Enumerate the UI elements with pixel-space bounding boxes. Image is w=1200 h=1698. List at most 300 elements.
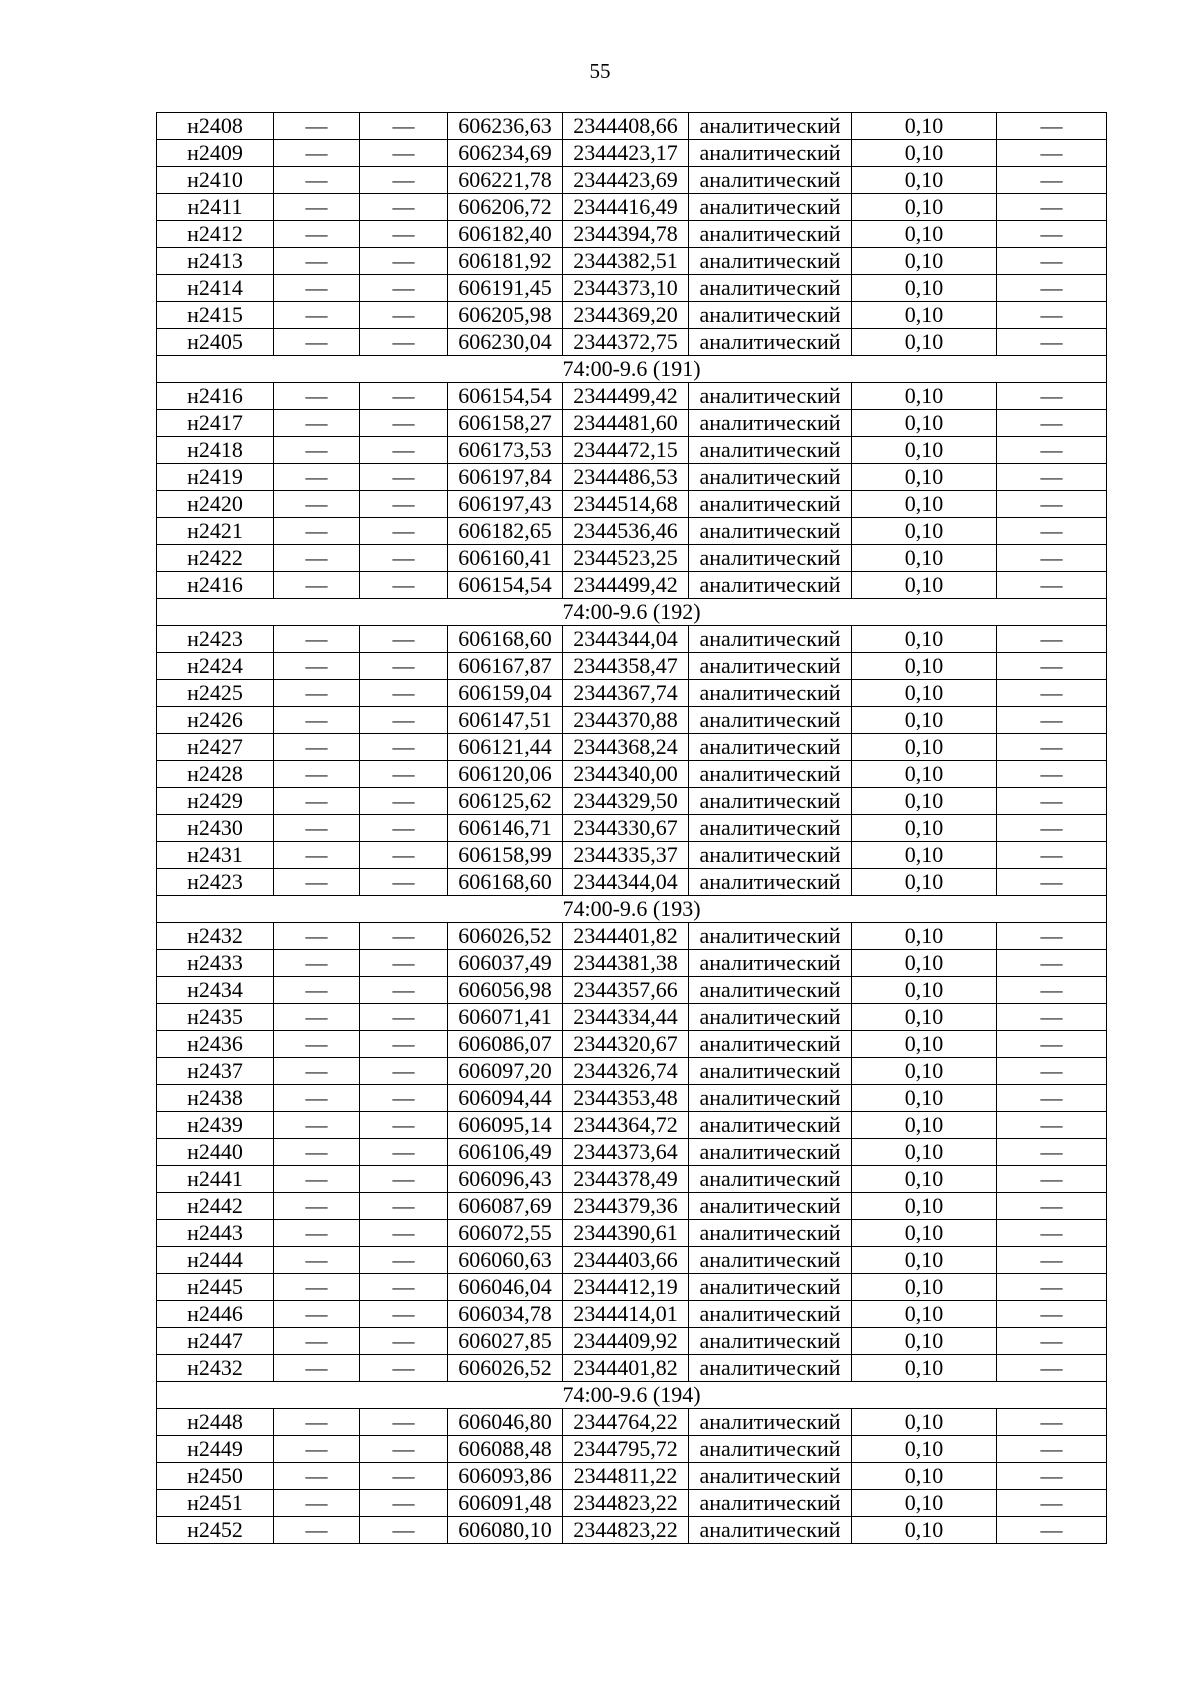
empty-dash-cell: — — [360, 761, 448, 788]
method-cell: аналитический — [689, 275, 852, 302]
y-coordinate-cell: 2344414,01 — [563, 1301, 689, 1328]
point-name-cell: н2409 — [157, 140, 274, 167]
method-cell: аналитический — [689, 1193, 852, 1220]
x-coordinate-cell: 606125,62 — [448, 788, 563, 815]
y-coordinate-cell: 2344514,68 — [563, 491, 689, 518]
x-coordinate-cell: 606034,78 — [448, 1301, 563, 1328]
method-cell: аналитический — [689, 1220, 852, 1247]
point-name-cell: н2450 — [157, 1463, 274, 1490]
table-row — [157, 1463, 1107, 1490]
method-cell: аналитический — [689, 1004, 852, 1031]
table-row — [157, 194, 1107, 221]
table-row — [157, 680, 1107, 707]
y-coordinate-cell: 2344369,20 — [563, 302, 689, 329]
x-coordinate-cell: 606182,40 — [448, 221, 563, 248]
y-coordinate-cell: 2344499,42 — [563, 383, 689, 410]
empty-dash-cell: — — [360, 329, 448, 356]
y-coordinate-cell: 2344481,60 — [563, 410, 689, 437]
accuracy-cell: 0,10 — [852, 167, 997, 194]
x-coordinate-cell: 606191,45 — [448, 275, 563, 302]
method-cell: аналитический — [689, 113, 852, 140]
x-coordinate-cell: 606096,43 — [448, 1166, 563, 1193]
empty-dash-cell: — — [997, 1274, 1107, 1301]
point-name-cell: н2428 — [157, 761, 274, 788]
accuracy-cell: 0,10 — [852, 1058, 997, 1085]
y-coordinate-cell: 2344394,78 — [563, 221, 689, 248]
table-row — [157, 1166, 1107, 1193]
table-row — [157, 1058, 1107, 1085]
empty-dash-cell: — — [274, 1463, 360, 1490]
method-cell: аналитический — [689, 788, 852, 815]
accuracy-cell: 0,10 — [852, 761, 997, 788]
y-coordinate-cell: 2344329,50 — [563, 788, 689, 815]
accuracy-cell: 0,10 — [852, 626, 997, 653]
empty-dash-cell: — — [360, 977, 448, 1004]
accuracy-cell: 0,10 — [852, 437, 997, 464]
empty-dash-cell: — — [360, 707, 448, 734]
method-cell: аналитический — [689, 167, 852, 194]
y-coordinate-cell: 2344401,82 — [563, 1355, 689, 1382]
y-coordinate-cell: 2344823,22 — [563, 1490, 689, 1517]
accuracy-cell: 0,10 — [852, 1274, 997, 1301]
method-cell: аналитический — [689, 707, 852, 734]
point-name-cell: н2433 — [157, 950, 274, 977]
accuracy-cell: 0,10 — [852, 1247, 997, 1274]
table-row — [157, 869, 1107, 896]
empty-dash-cell: — — [997, 302, 1107, 329]
empty-dash-cell: — — [360, 1409, 448, 1436]
empty-dash-cell: — — [997, 761, 1107, 788]
section-header-row — [157, 896, 1107, 923]
y-coordinate-cell: 2344368,24 — [563, 734, 689, 761]
section-title: 74:00-9.6 (192) — [157, 599, 1107, 626]
accuracy-cell: 0,10 — [852, 1166, 997, 1193]
table-row — [157, 1301, 1107, 1328]
point-name-cell: н2425 — [157, 680, 274, 707]
point-name-cell: н2446 — [157, 1301, 274, 1328]
empty-dash-cell: — — [274, 788, 360, 815]
table-row — [157, 1220, 1107, 1247]
method-cell: аналитический — [689, 1139, 852, 1166]
empty-dash-cell: — — [360, 275, 448, 302]
point-name-cell: н2445 — [157, 1274, 274, 1301]
point-name-cell: н2416 — [157, 572, 274, 599]
empty-dash-cell: — — [997, 869, 1107, 896]
point-name-cell: н2420 — [157, 491, 274, 518]
empty-dash-cell: — — [997, 383, 1107, 410]
accuracy-cell: 0,10 — [852, 707, 997, 734]
page-number: 55 — [589, 59, 611, 83]
empty-dash-cell: — — [360, 923, 448, 950]
empty-dash-cell: — — [360, 1247, 448, 1274]
empty-dash-cell: — — [274, 1301, 360, 1328]
empty-dash-cell: — — [274, 545, 360, 572]
empty-dash-cell: — — [274, 221, 360, 248]
empty-dash-cell: — — [274, 1247, 360, 1274]
empty-dash-cell: — — [360, 140, 448, 167]
empty-dash-cell: — — [997, 923, 1107, 950]
accuracy-cell: 0,10 — [852, 1490, 997, 1517]
table-row — [157, 545, 1107, 572]
method-cell: аналитический — [689, 1247, 852, 1274]
accuracy-cell: 0,10 — [852, 1301, 997, 1328]
section-title: 74:00-9.6 (193) — [157, 896, 1107, 923]
x-coordinate-cell: 606230,04 — [448, 329, 563, 356]
empty-dash-cell: — — [360, 1004, 448, 1031]
empty-dash-cell: — — [274, 815, 360, 842]
empty-dash-cell: — — [360, 221, 448, 248]
accuracy-cell: 0,10 — [852, 869, 997, 896]
empty-dash-cell: — — [274, 572, 360, 599]
y-coordinate-cell: 2344344,04 — [563, 626, 689, 653]
empty-dash-cell: — — [997, 1355, 1107, 1382]
empty-dash-cell: — — [360, 815, 448, 842]
empty-dash-cell: — — [360, 437, 448, 464]
coordinates-table — [156, 112, 1107, 1544]
coordinates-table-body — [157, 113, 1107, 1544]
empty-dash-cell: — — [360, 1490, 448, 1517]
empty-dash-cell: — — [274, 194, 360, 221]
y-coordinate-cell: 2344334,44 — [563, 1004, 689, 1031]
method-cell: аналитический — [689, 923, 852, 950]
method-cell: аналитический — [689, 140, 852, 167]
y-coordinate-cell: 2344472,15 — [563, 437, 689, 464]
empty-dash-cell: — — [360, 572, 448, 599]
accuracy-cell: 0,10 — [852, 788, 997, 815]
x-coordinate-cell: 606206,72 — [448, 194, 563, 221]
empty-dash-cell: — — [274, 302, 360, 329]
empty-dash-cell: — — [274, 1085, 360, 1112]
y-coordinate-cell: 2344358,47 — [563, 653, 689, 680]
point-name-cell: н2439 — [157, 1112, 274, 1139]
empty-dash-cell: — — [360, 1328, 448, 1355]
empty-dash-cell: — — [274, 1058, 360, 1085]
empty-dash-cell: — — [360, 248, 448, 275]
x-coordinate-cell: 606091,48 — [448, 1490, 563, 1517]
y-coordinate-cell: 2344486,53 — [563, 464, 689, 491]
table-row — [157, 1517, 1107, 1544]
x-coordinate-cell: 606056,98 — [448, 977, 563, 1004]
y-coordinate-cell: 2344409,92 — [563, 1328, 689, 1355]
empty-dash-cell: — — [360, 491, 448, 518]
empty-dash-cell: — — [360, 1193, 448, 1220]
empty-dash-cell: — — [997, 167, 1107, 194]
point-name-cell: н2417 — [157, 410, 274, 437]
table-row — [157, 1274, 1107, 1301]
y-coordinate-cell: 2344364,72 — [563, 1112, 689, 1139]
method-cell: аналитический — [689, 761, 852, 788]
accuracy-cell: 0,10 — [852, 842, 997, 869]
empty-dash-cell: — — [274, 329, 360, 356]
y-coordinate-cell: 2344370,88 — [563, 707, 689, 734]
table-row — [157, 977, 1107, 1004]
empty-dash-cell: — — [997, 491, 1107, 518]
point-name-cell: н2452 — [157, 1517, 274, 1544]
point-name-cell: н2437 — [157, 1058, 274, 1085]
empty-dash-cell: — — [274, 626, 360, 653]
point-name-cell: н2424 — [157, 653, 274, 680]
point-name-cell: н2413 — [157, 248, 274, 275]
method-cell: аналитический — [689, 329, 852, 356]
point-name-cell: н2415 — [157, 302, 274, 329]
accuracy-cell: 0,10 — [852, 248, 997, 275]
method-cell: аналитический — [689, 491, 852, 518]
y-coordinate-cell: 2344382,51 — [563, 248, 689, 275]
x-coordinate-cell: 606037,49 — [448, 950, 563, 977]
table-row — [157, 950, 1107, 977]
empty-dash-cell: — — [360, 167, 448, 194]
accuracy-cell: 0,10 — [852, 815, 997, 842]
empty-dash-cell: — — [360, 1301, 448, 1328]
method-cell: аналитический — [689, 1463, 852, 1490]
y-coordinate-cell: 2344330,67 — [563, 815, 689, 842]
y-coordinate-cell: 2344523,25 — [563, 545, 689, 572]
method-cell: аналитический — [689, 734, 852, 761]
empty-dash-cell: — — [360, 1085, 448, 1112]
empty-dash-cell: — — [997, 1436, 1107, 1463]
point-name-cell: н2432 — [157, 1355, 274, 1382]
x-coordinate-cell: 606167,87 — [448, 653, 563, 680]
point-name-cell: н2449 — [157, 1436, 274, 1463]
accuracy-cell: 0,10 — [852, 653, 997, 680]
empty-dash-cell: — — [360, 113, 448, 140]
point-name-cell: н2434 — [157, 977, 274, 1004]
table-row — [157, 1436, 1107, 1463]
x-coordinate-cell: 606080,10 — [448, 1517, 563, 1544]
method-cell: аналитический — [689, 1517, 852, 1544]
section-title: 74:00-9.6 (194) — [157, 1382, 1107, 1409]
accuracy-cell: 0,10 — [852, 1436, 997, 1463]
table-row — [157, 1085, 1107, 1112]
x-coordinate-cell: 606027,85 — [448, 1328, 563, 1355]
empty-dash-cell: — — [997, 1301, 1107, 1328]
empty-dash-cell: — — [997, 248, 1107, 275]
point-name-cell: н2423 — [157, 626, 274, 653]
empty-dash-cell: — — [274, 707, 360, 734]
empty-dash-cell: — — [274, 1274, 360, 1301]
accuracy-cell: 0,10 — [852, 950, 997, 977]
table-row — [157, 572, 1107, 599]
empty-dash-cell: — — [997, 950, 1107, 977]
point-name-cell: н2438 — [157, 1085, 274, 1112]
empty-dash-cell: — — [274, 113, 360, 140]
table-row — [157, 275, 1107, 302]
x-coordinate-cell: 606026,52 — [448, 923, 563, 950]
table-row — [157, 302, 1107, 329]
empty-dash-cell: — — [997, 1058, 1107, 1085]
point-name-cell: н2430 — [157, 815, 274, 842]
y-coordinate-cell: 2344344,04 — [563, 869, 689, 896]
accuracy-cell: 0,10 — [852, 572, 997, 599]
x-coordinate-cell: 606173,53 — [448, 437, 563, 464]
accuracy-cell: 0,10 — [852, 1409, 997, 1436]
empty-dash-cell: — — [360, 302, 448, 329]
empty-dash-cell: — — [997, 1112, 1107, 1139]
accuracy-cell: 0,10 — [852, 734, 997, 761]
empty-dash-cell: — — [997, 113, 1107, 140]
table-row — [157, 221, 1107, 248]
point-name-cell: н2440 — [157, 1139, 274, 1166]
accuracy-cell: 0,10 — [852, 977, 997, 1004]
method-cell: аналитический — [689, 680, 852, 707]
point-name-cell: н2414 — [157, 275, 274, 302]
empty-dash-cell: — — [274, 842, 360, 869]
x-coordinate-cell: 606236,63 — [448, 113, 563, 140]
empty-dash-cell: — — [997, 1409, 1107, 1436]
y-coordinate-cell: 2344795,72 — [563, 1436, 689, 1463]
empty-dash-cell: — — [274, 437, 360, 464]
empty-dash-cell: — — [997, 788, 1107, 815]
y-coordinate-cell: 2344423,69 — [563, 167, 689, 194]
table-row — [157, 653, 1107, 680]
accuracy-cell: 0,10 — [852, 1463, 997, 1490]
point-name-cell: н2426 — [157, 707, 274, 734]
method-cell: аналитический — [689, 1490, 852, 1517]
table-row — [157, 815, 1107, 842]
accuracy-cell: 0,10 — [852, 1112, 997, 1139]
method-cell: аналитический — [689, 1112, 852, 1139]
accuracy-cell: 0,10 — [852, 383, 997, 410]
empty-dash-cell: — — [360, 869, 448, 896]
section-header-row — [157, 1382, 1107, 1409]
empty-dash-cell: — — [997, 1193, 1107, 1220]
x-coordinate-cell: 606159,04 — [448, 680, 563, 707]
accuracy-cell: 0,10 — [852, 275, 997, 302]
table-row — [157, 1004, 1107, 1031]
point-name-cell: н2441 — [157, 1166, 274, 1193]
empty-dash-cell: — — [274, 1004, 360, 1031]
table-row — [157, 1355, 1107, 1382]
y-coordinate-cell: 2344353,48 — [563, 1085, 689, 1112]
x-coordinate-cell: 606234,69 — [448, 140, 563, 167]
accuracy-cell: 0,10 — [852, 1355, 997, 1382]
table-row — [157, 329, 1107, 356]
empty-dash-cell: — — [997, 194, 1107, 221]
table-row — [157, 248, 1107, 275]
table-row — [157, 518, 1107, 545]
point-name-cell: н2410 — [157, 167, 274, 194]
empty-dash-cell: — — [360, 1112, 448, 1139]
x-coordinate-cell: 606088,48 — [448, 1436, 563, 1463]
table-row — [157, 1490, 1107, 1517]
empty-dash-cell: — — [997, 1328, 1107, 1355]
empty-dash-cell: — — [274, 464, 360, 491]
table-row — [157, 626, 1107, 653]
empty-dash-cell: — — [274, 248, 360, 275]
point-name-cell: н2411 — [157, 194, 274, 221]
x-coordinate-cell: 606168,60 — [448, 869, 563, 896]
y-coordinate-cell: 2344378,49 — [563, 1166, 689, 1193]
y-coordinate-cell: 2344367,74 — [563, 680, 689, 707]
y-coordinate-cell: 2344401,82 — [563, 923, 689, 950]
point-name-cell: н2451 — [157, 1490, 274, 1517]
y-coordinate-cell: 2344335,37 — [563, 842, 689, 869]
empty-dash-cell: — — [360, 1517, 448, 1544]
point-name-cell: н2418 — [157, 437, 274, 464]
empty-dash-cell: — — [274, 869, 360, 896]
empty-dash-cell: — — [274, 1139, 360, 1166]
x-coordinate-cell: 606026,52 — [448, 1355, 563, 1382]
y-coordinate-cell: 2344764,22 — [563, 1409, 689, 1436]
accuracy-cell: 0,10 — [852, 923, 997, 950]
accuracy-cell: 0,10 — [852, 302, 997, 329]
empty-dash-cell: — — [360, 1463, 448, 1490]
empty-dash-cell: — — [997, 518, 1107, 545]
empty-dash-cell: — — [274, 1193, 360, 1220]
empty-dash-cell: — — [360, 1166, 448, 1193]
accuracy-cell: 0,10 — [852, 410, 997, 437]
table-row — [157, 1139, 1107, 1166]
x-coordinate-cell: 606154,54 — [448, 572, 563, 599]
section-title: 74:00-9.6 (191) — [157, 356, 1107, 383]
method-cell: аналитический — [689, 572, 852, 599]
method-cell: аналитический — [689, 437, 852, 464]
point-name-cell: н2431 — [157, 842, 274, 869]
method-cell: аналитический — [689, 869, 852, 896]
point-name-cell: н2422 — [157, 545, 274, 572]
method-cell: аналитический — [689, 815, 852, 842]
x-coordinate-cell: 606106,49 — [448, 1139, 563, 1166]
empty-dash-cell: — — [997, 842, 1107, 869]
x-coordinate-cell: 606093,86 — [448, 1463, 563, 1490]
method-cell: аналитический — [689, 464, 852, 491]
empty-dash-cell: — — [274, 950, 360, 977]
empty-dash-cell: — — [997, 1085, 1107, 1112]
empty-dash-cell: — — [274, 1409, 360, 1436]
point-name-cell: н2412 — [157, 221, 274, 248]
y-coordinate-cell: 2344340,00 — [563, 761, 689, 788]
empty-dash-cell: — — [997, 572, 1107, 599]
accuracy-cell: 0,10 — [852, 221, 997, 248]
method-cell: аналитический — [689, 1328, 852, 1355]
point-name-cell: н2443 — [157, 1220, 274, 1247]
table-row — [157, 788, 1107, 815]
empty-dash-cell: — — [997, 1517, 1107, 1544]
x-coordinate-cell: 606120,06 — [448, 761, 563, 788]
table-row — [157, 167, 1107, 194]
method-cell: аналитический — [689, 626, 852, 653]
point-name-cell: н2423 — [157, 869, 274, 896]
empty-dash-cell: — — [274, 977, 360, 1004]
x-coordinate-cell: 606197,43 — [448, 491, 563, 518]
empty-dash-cell: — — [274, 140, 360, 167]
accuracy-cell: 0,10 — [852, 491, 997, 518]
method-cell: аналитический — [689, 248, 852, 275]
empty-dash-cell: — — [274, 1436, 360, 1463]
method-cell: аналитический — [689, 842, 852, 869]
point-name-cell: н2432 — [157, 923, 274, 950]
table-row — [157, 464, 1107, 491]
point-name-cell: н2427 — [157, 734, 274, 761]
empty-dash-cell: — — [997, 977, 1107, 1004]
empty-dash-cell: — — [274, 491, 360, 518]
table-row — [157, 1031, 1107, 1058]
x-coordinate-cell: 606147,51 — [448, 707, 563, 734]
empty-dash-cell: — — [997, 410, 1107, 437]
x-coordinate-cell: 606071,41 — [448, 1004, 563, 1031]
empty-dash-cell: — — [360, 1355, 448, 1382]
x-coordinate-cell: 606197,84 — [448, 464, 563, 491]
table-row — [157, 923, 1107, 950]
x-coordinate-cell: 606072,55 — [448, 1220, 563, 1247]
table-row — [157, 761, 1107, 788]
empty-dash-cell: — — [360, 383, 448, 410]
accuracy-cell: 0,10 — [852, 1004, 997, 1031]
empty-dash-cell: — — [274, 761, 360, 788]
x-coordinate-cell: 606146,71 — [448, 815, 563, 842]
method-cell: аналитический — [689, 194, 852, 221]
point-name-cell: н2416 — [157, 383, 274, 410]
